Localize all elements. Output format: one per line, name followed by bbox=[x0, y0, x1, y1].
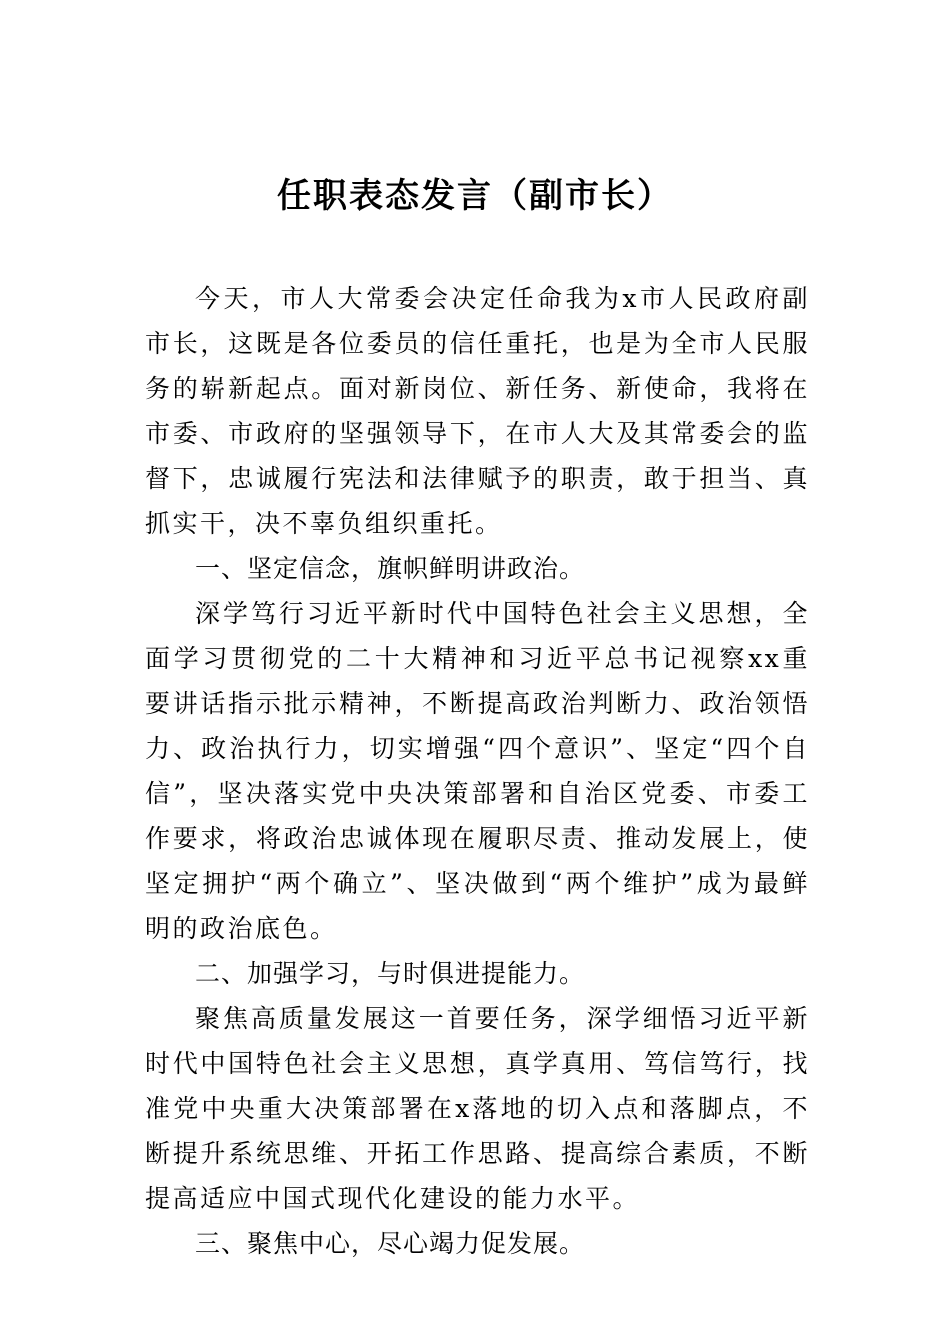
intro-paragraph: 今天，市人大常委会决定任命我为x市人民政府副市长，这既是各位委员的信任重托，也是为全市人民服务的崭新起点。面对新岗位、新任务、新使命，我将在市委、市政府的坚强领导下，在市人大及其常委会的监督下，忠诚履行宪法和法律赋予的职责，敢于担当、真抓实干，决不辜负组织重托。 bbox=[145, 284, 810, 538]
section-paragraph-1: 深学笃行习近平新时代中国特色社会主义思想，全面学习贯彻党的二十大精神和习近平总书记视察xx重要讲话指示批示精神，不断提高政治判断力、政治领悟力、政治执行力，切实增强“四个意识”、坚定“四个自信”，坚决落实党中央决策部署和自治区党委、市委工作要求，将政治忠诚体现在履职尽责、推动发展上，使坚定拥护“两个确立”、坚决做到“两个维护”成为最鲜明的政治底色。 bbox=[145, 599, 810, 943]
document-title: 任职表态发言（副市长） bbox=[277, 176, 673, 216]
section-heading-2: 二、加强学习，与时俱进提能力。 bbox=[195, 959, 586, 988]
section-paragraph-2: 聚焦高质量发展这一首要任务，深学细悟习近平新时代中国特色社会主义思想，真学真用、笃信笃行，找准党中央重大决策部署在x落地的切入点和落脚点，不断提升系统思维、开拓工作思路、提高综合素质，不断提高适应中国式现代化建设的能力水平。 bbox=[145, 1004, 810, 1213]
section-heading-1: 一、坚定信念，旗帜鲜明讲政治。 bbox=[195, 554, 586, 583]
section-heading-3: 三、聚焦中心，尽心竭力促发展。 bbox=[195, 1229, 586, 1258]
document-body bbox=[145, 276, 810, 1266]
